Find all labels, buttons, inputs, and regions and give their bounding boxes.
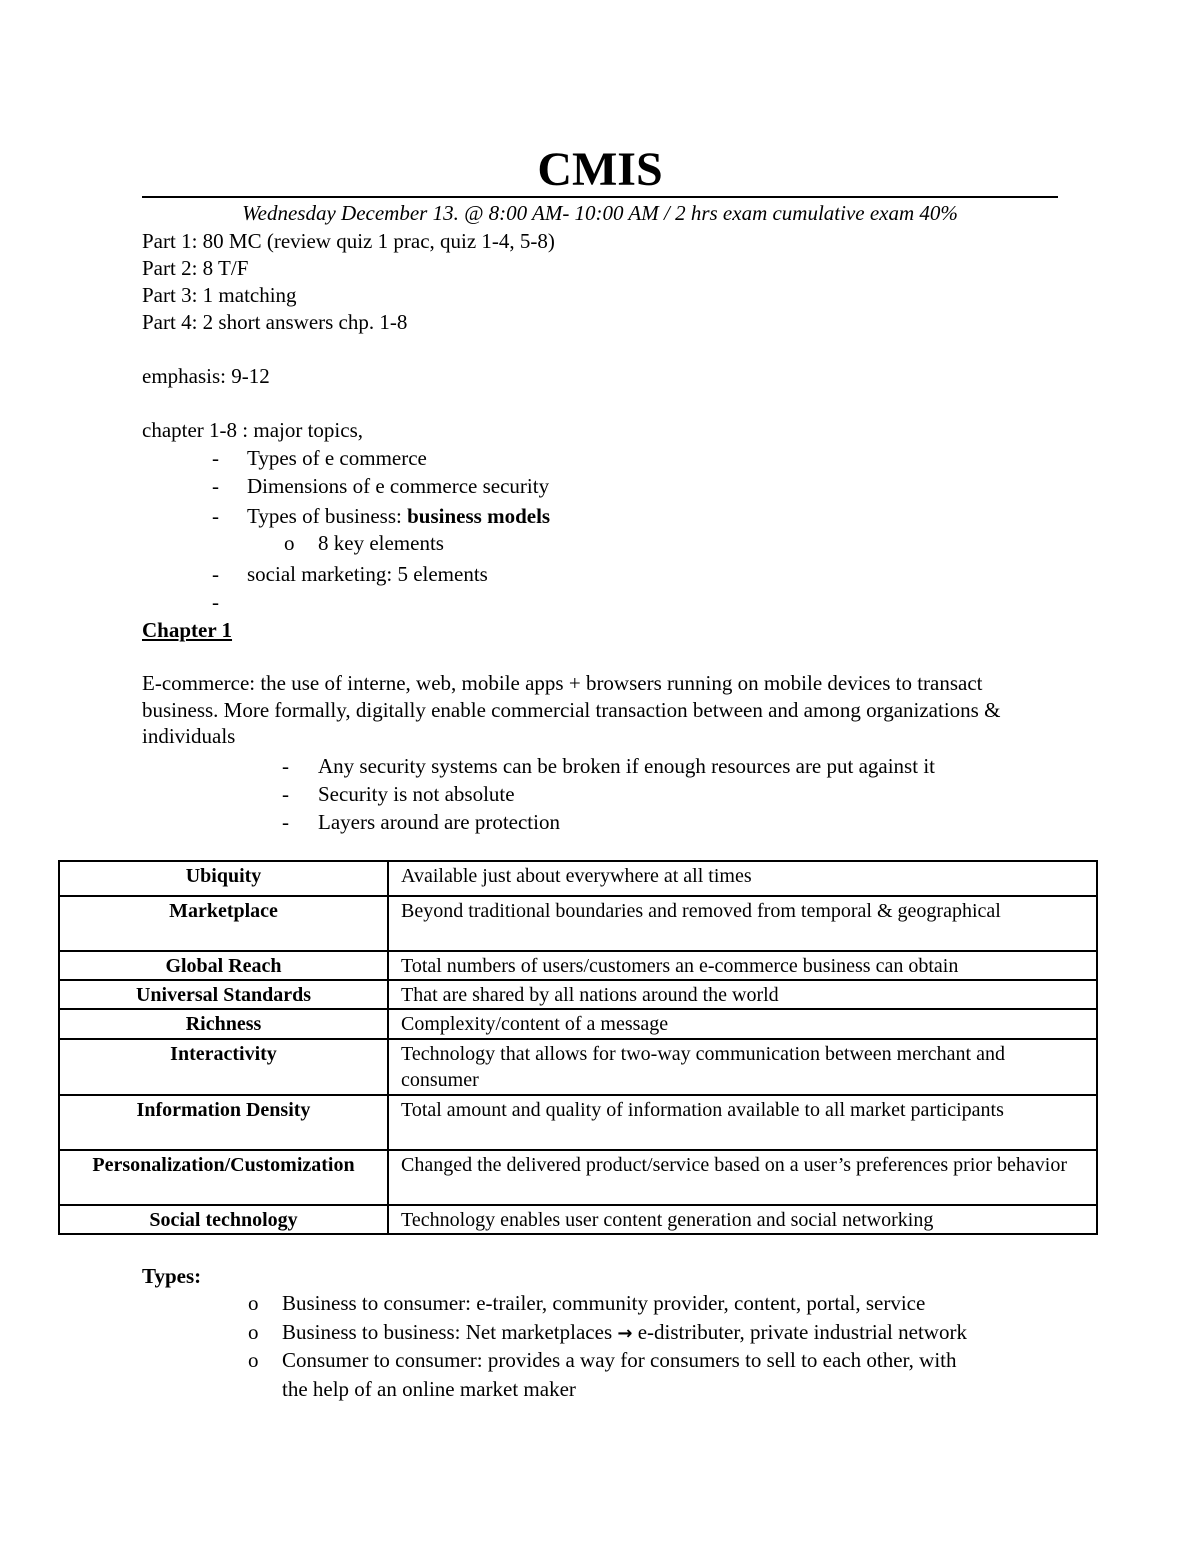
topic-item: social marketing: 5 elements: [247, 562, 488, 586]
table-row: [59, 1205, 1097, 1234]
table-row: [59, 1150, 1097, 1205]
major-topics-heading: chapter 1-8 : major topics,: [142, 418, 364, 442]
topic-dash: -: [212, 504, 219, 528]
exam-part-4: Part 4: 2 short answers chp. 1-8: [142, 310, 408, 334]
topic-dash: -: [212, 474, 219, 498]
topic-dash: -: [212, 590, 219, 614]
feature-term: Universal Standards: [59, 980, 388, 1009]
security-point: Layers around are protection: [318, 810, 560, 834]
security-dash: -: [282, 754, 289, 778]
topic-item: Dimensions of e commerce security: [247, 474, 550, 498]
type-item-c2c: Consumer to consumer: provides a way for consumers to sell to each other, with: [282, 1348, 957, 1372]
feature-term: Information Density: [59, 1095, 388, 1150]
ecommerce-features-table: [58, 860, 1098, 1235]
type-bullet: o: [248, 1348, 259, 1372]
security-point: Security is not absolute: [318, 782, 515, 806]
type-item-b2b: [282, 1319, 967, 1347]
b2b-prefix: Business to business: Net marketplaces: [282, 1320, 618, 1344]
sub-bullet: o: [284, 531, 295, 555]
exam-part-1: Part 1: 80 MC (review quiz 1 prac, quiz 1-4, 5-8): [142, 229, 555, 253]
topic-item-prefix: Types of business:: [247, 504, 408, 528]
feature-definition: Available just about everywhere at all times: [388, 861, 1097, 896]
security-point: Any security systems can be broken if enough resources are put against it: [318, 754, 935, 778]
types-heading: Types:: [142, 1264, 202, 1288]
feature-definition: Technology that allows for two-way communication between merchant and consumer: [388, 1039, 1097, 1095]
feature-definition: Total amount and quality of information available to all market participants: [388, 1095, 1097, 1150]
feature-definition: Technology enables user content generation and social networking: [388, 1205, 1097, 1234]
topic-dash: -: [212, 562, 219, 586]
arrow-right-icon: →: [617, 1323, 633, 1344]
ecommerce-definition: E-commerce: the use of interne, web, mobile apps + browsers running on mobile devices to transact business. More formally, digitally enable commercial transaction between and among organizations & individuals: [142, 671, 1001, 748]
table-row: [59, 1009, 1097, 1039]
chapter-1-heading: Chapter 1: [142, 618, 233, 642]
feature-definition: Total numbers of users/customers an e-commerce business can obtain: [388, 951, 1097, 980]
feature-term: Personalization/Customization: [59, 1150, 388, 1205]
feature-term: Social technology: [59, 1205, 388, 1234]
topic-item: [247, 503, 550, 529]
table-row: [59, 896, 1097, 951]
security-dash: -: [282, 782, 289, 806]
exam-part-3: Part 3: 1 matching: [142, 283, 297, 307]
topic-item-bold: business models: [407, 504, 551, 528]
table-row: [59, 861, 1097, 896]
feature-definition: Changed the delivered product/service based on a user’s preferences prior behavior: [388, 1150, 1097, 1205]
emphasis-line: emphasis: 9-12: [142, 364, 270, 388]
feature-term: Interactivity: [59, 1039, 388, 1095]
title-rule: [142, 196, 1058, 198]
feature-definition: Complexity/content of a message: [388, 1009, 1097, 1039]
b2b-suffix: e-distributer, private industrial network: [632, 1320, 967, 1344]
feature-term: Richness: [59, 1009, 388, 1039]
type-bullet: o: [248, 1320, 259, 1344]
document-title: CMIS: [537, 143, 663, 196]
security-dash: -: [282, 810, 289, 834]
feature-definition: That are shared by all nations around the world: [388, 980, 1097, 1009]
exam-info: Wednesday December 13. @ 8:00 AM- 10:00 AM / 2 hrs exam cumulative exam 40%: [242, 201, 958, 225]
exam-part-2: Part 2: 8 T/F: [142, 256, 249, 280]
type-bullet: o: [248, 1291, 259, 1315]
feature-term: Global Reach: [59, 951, 388, 980]
table-row: [59, 1095, 1097, 1150]
sub-topic-item: 8 key elements: [318, 531, 444, 555]
type-item-b2c: Business to consumer: e-trailer, community provider, content, portal, service: [282, 1291, 926, 1315]
topic-item: Types of e commerce: [247, 446, 427, 470]
table-row: [59, 1039, 1097, 1095]
table-row: [59, 951, 1097, 980]
table-row: [59, 980, 1097, 1009]
topic-dash: -: [212, 446, 219, 470]
type-item-c2c-continued: the help of an online market maker: [282, 1377, 576, 1401]
feature-term: Ubiquity: [59, 861, 388, 896]
feature-term: Marketplace: [59, 896, 388, 951]
feature-definition: Beyond traditional boundaries and removed from temporal & geographical: [388, 896, 1097, 951]
